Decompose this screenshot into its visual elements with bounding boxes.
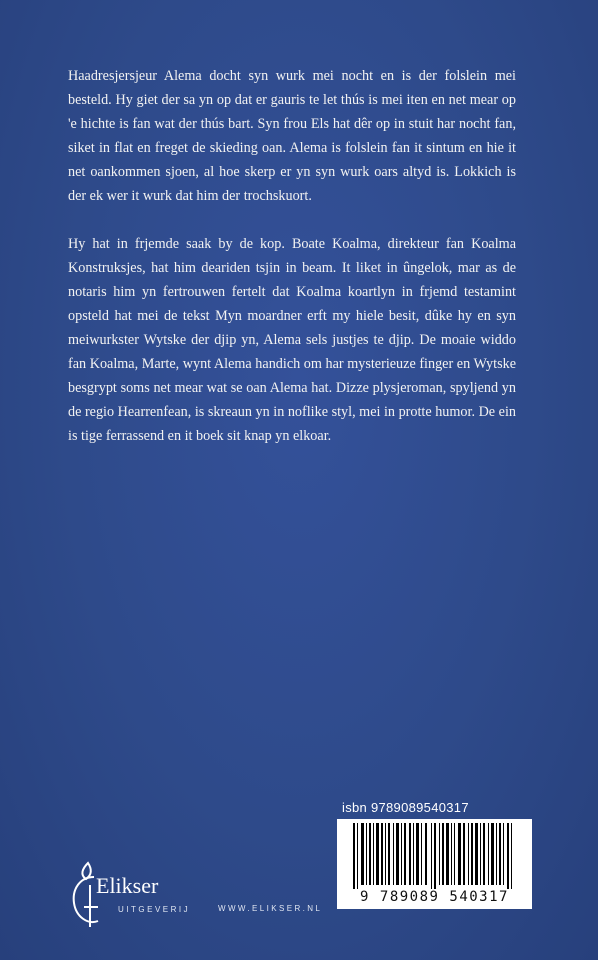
blurb-text — [68, 64, 516, 472]
barcode — [337, 819, 532, 909]
barcode-bars — [347, 823, 522, 889]
publisher-name: Elikser — [96, 873, 159, 898]
publisher-subtitle: UITGEVERIJ — [118, 905, 191, 914]
barcode-digits: 9 789089 540317 — [337, 889, 532, 905]
isbn-label: isbn 9789089540317 — [342, 800, 469, 815]
blurb-paragraph-2: Hy hat in frjemde saak by de kop. Boate Koalma, direkteur fan Koalma Konstruksjes, hat him deariden tsjin in beam. It liket in ûngelok, mar as de notaris him yn fertrouwen fertelt dat Koalma koartlyn in frjemd testamint opsteld hat mei de tekst Myn moardner erft my hiele besit, dûke hy en syn meiwurkster Wytske der djip yn, Alema sels justjes te djip. De moaie widdo fan Koalma, Marte, wynt Alema handich om har mysterieuze finger en Wytske besgrypt soms net mear wat se oan Alema hat. Dizze plysjeroman, spyljend yn de regio Hearrenfean, is skreaun yn in noflike styl, mei in protte humor. De ein is tige ferrassend en it boek sit knap yn elkoar. — [68, 236, 516, 444]
blurb-paragraph-1: Haadresjersjeur Alema docht syn wurk mei nocht en is der folslein mei besteld. Hy giet der sa yn op dat er gauris te let thús is mei iten en net mear op 'e hichte is fan wat der thús bart. Syn frou Els hat dêr op in stuit har nocht fan, siket in flat en freget de skieding oan. Alema is folslein fan it sintum en hie it net oankommen sjoen, al hoe skerp er yn syn wurk oars altyd is. Lokkich is der ek wer it wurk dat him der trochskuort. — [68, 68, 516, 204]
publisher-website[interactable]: WWW.ELIKSER.NL — [218, 904, 323, 913]
